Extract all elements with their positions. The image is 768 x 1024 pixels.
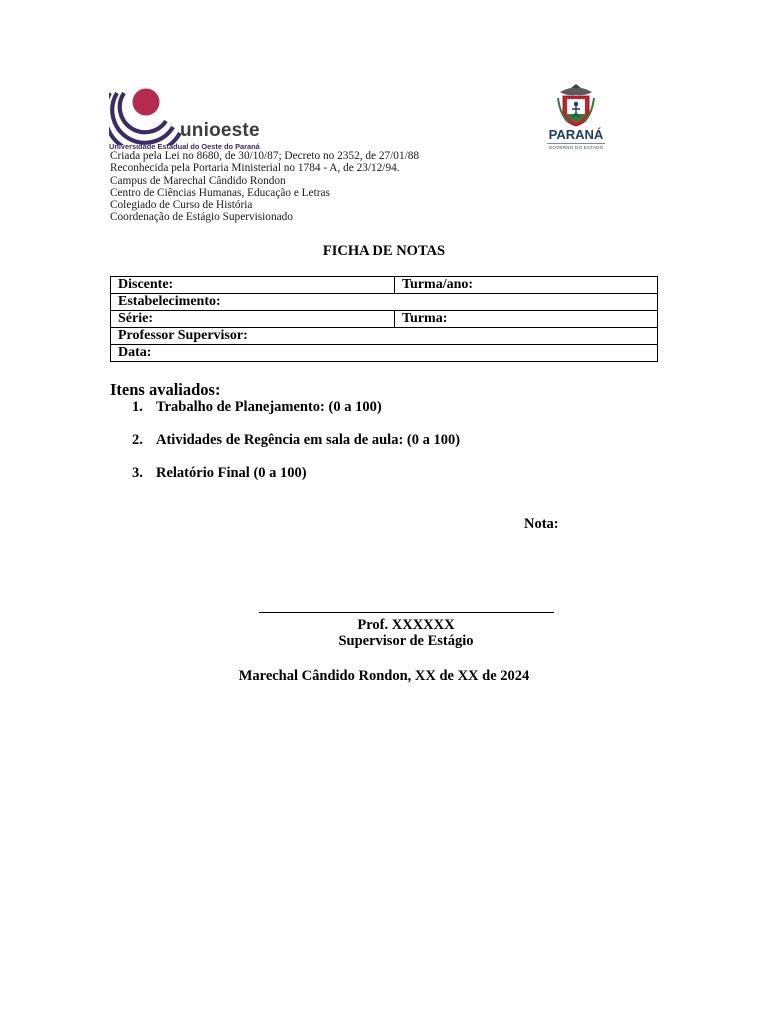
document-title: FICHA DE NOTAS [322, 243, 446, 259]
items-heading: Itens avaliados: [110, 380, 221, 399]
institution-line: Criada pela Lei no 8680, de 30/10/87; Decreto no 2352, de 27/01/88 [110, 150, 420, 162]
data-field: Data: [111, 345, 658, 362]
unioeste-tagline: Universidade Estadual do Oeste do Paraná [109, 142, 260, 151]
institution-line: Colegiado de Curso de História [110, 199, 253, 212]
parana-logo-divider [547, 143, 605, 144]
student-info-table [110, 276, 658, 362]
institution-line: Campus de Marechal Cândido Rondon [110, 174, 286, 187]
turma-field: Turma: [395, 311, 658, 328]
list-item-number: 2. [132, 432, 143, 448]
institution-line: Coordenação de Estágio Supervisionado [110, 211, 293, 224]
list-item-text: Atividades de Regência em sala de aula: (0 a 100) [156, 432, 461, 448]
table-row [111, 277, 658, 294]
list-item-number: 1. [132, 399, 143, 415]
nota-label: Nota: [524, 516, 559, 532]
signature-line [259, 612, 554, 613]
discente-field: Discente: [111, 277, 395, 294]
signature-name: Prof. XXXXXX [357, 617, 455, 633]
list-item-text: Relatório Final (0 a 100) [156, 465, 307, 481]
table-row [111, 328, 658, 345]
list-item-number: 3. [132, 465, 143, 481]
table-row [111, 294, 658, 311]
parana-subtitle: GOVERNO DO ESTADO [548, 145, 604, 150]
list-item-text: Trabalho de Planejamento: (0 a 100) [156, 399, 382, 415]
institution-line: Centro de Ciências Humanas, Educação e Letras [110, 186, 330, 199]
parana-coat-of-arms-icon [556, 84, 596, 128]
table-row [111, 311, 658, 328]
serie-field: Série: [111, 311, 395, 328]
institution-line: Reconhecida pela Portaria Ministerial no 1784 - A, de 23/12/94. [110, 162, 400, 175]
table-row [111, 345, 658, 362]
signature-role: Supervisor de Estágio [338, 633, 474, 649]
estabelecimento-field: Estabelecimento: [111, 294, 658, 311]
parana-wordmark: PARANÁ [548, 127, 604, 142]
unioeste-logo [109, 85, 260, 151]
institution-details [110, 150, 419, 224]
parana-logo [545, 84, 607, 152]
unioeste-wordmark: unioeste [180, 120, 260, 141]
turma-ano-field: Turma/ano: [395, 277, 658, 294]
place-date: Marechal Cândido Rondon, XX de XX de 2024 [238, 668, 530, 684]
professor-supervisor-field: Professor Supervisor: [111, 328, 658, 345]
unioeste-emblem-icon [109, 85, 189, 145]
